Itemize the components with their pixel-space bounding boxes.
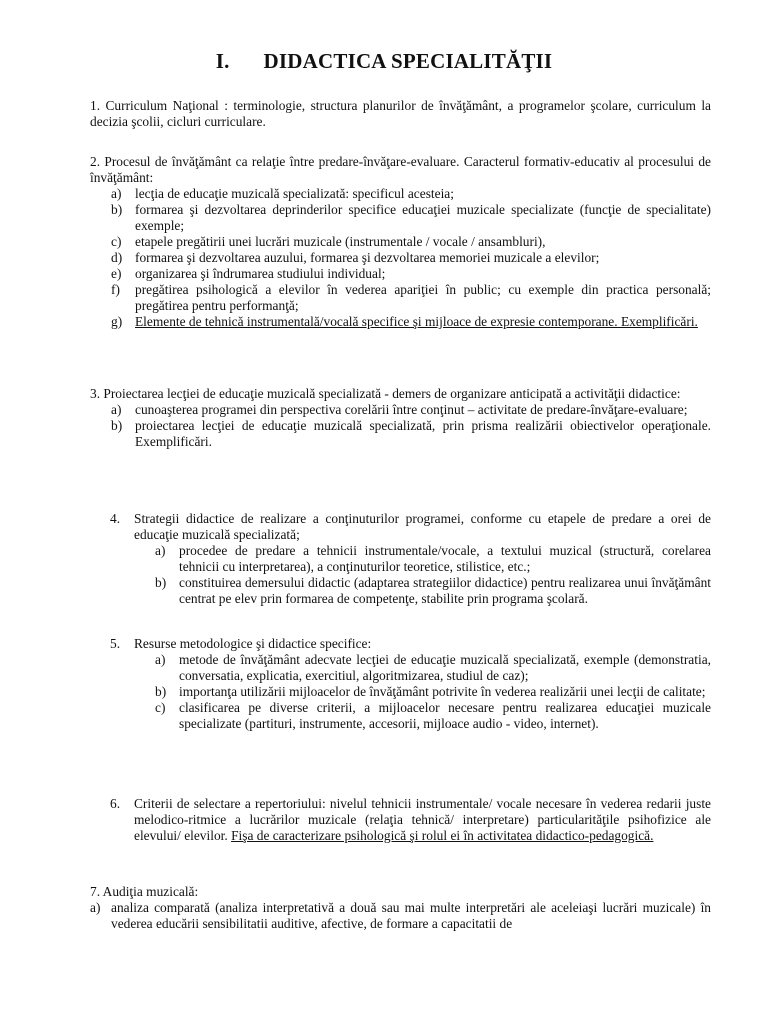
section-7 [90,884,711,932]
item-text: pregătirea psihologică a elevilor în vederea apariţiei în public; cu exemple din practica personală; pregătirea pentru performanţă; [135,282,711,313]
item-text: etapele pregătirii unei lucrări muzicale (instrumentale / vocale / ansambluri), [135,234,546,249]
item-label: d) [111,250,123,265]
title-text: DIDACTICA SPECIALITĂŢII [263,49,553,73]
item-label: g) [111,314,123,329]
item-label: b) [155,575,167,590]
section-6-underlined: Fişa de caracterizare psihologică şi rolul ei în activitatea didactico-pedagogică. [231,828,654,843]
item-text: metode de învăţământ adecvate lecţiei de educaţie muzicală specializată, exemple (demonstratia, conversatia, explicatia, exercitiul, algoritmizarea, studiul de caz); [179,652,711,683]
section-2-item-c [90,234,711,250]
section-3-intro: 3. Proiectarea lecţiei de educaţie muzicală specializată - demers de organizare anticipată a activităţii didactice: [90,386,681,401]
item-label: a) [155,652,166,667]
section-2-item-f [90,282,711,314]
item-text-underlined: Elemente de tehnică instrumentală/vocală specifice şi mijloace de expresie contemporane. Exemplificări. [135,314,698,329]
item-label: c) [111,234,122,249]
section-number: 4. [110,511,121,526]
section-2-intro: 2. Procesul de învăţământ ca relaţie între predare-învăţare-evaluare. Caracterul formativ-educativ al procesului de învăţământ: [90,154,711,185]
section-number: 6. [110,796,121,811]
section-4-intro-row [110,511,711,543]
item-label: f) [111,282,120,297]
section-5-intro: Resurse metodologice şi didactice specifice: [134,636,372,651]
page-title [0,48,768,74]
section-6-text: Criterii de selectare a repertoriului: nivelul tehnicii instrumentale/ vocale necesare în vederea redarii juste melodico-ritmice a lucrărilor muzicale (relaţia tehnică/ interpretare) particularităţile psihofizice ale elevului/ elevilor. [134,796,711,843]
item-text: analiza comparată (analiza interpretativă a două sau mai multe interpretări ale aceleiaşi lucrări muzicale) în vederea educării sensibilitatii auditive, afective, de formare a capacitatii de [111,900,711,931]
section-2-item-a [90,186,711,202]
item-text: constituirea demersului didactic (adaptarea strategiilor didactice) pentru realizarea unui învăţământ centrat pe elev prin formarea de competenţe, stabilite prin programa şcolară. [179,575,711,606]
section-4 [110,511,711,607]
item-text: clasificarea pe diverse criterii, a mijloacelor necesare pentru realizarea educaţiei muzicale specializate (partituri, instrumente, accesorii, mijloace audio - video, internet). [179,700,711,731]
section-2-item-d [90,250,711,266]
section-2-item-e [90,266,711,282]
section-2 [90,154,711,330]
section-5-item-c [110,700,711,732]
section-5-item-a [110,652,711,684]
item-text: procedee de predare a tehnicii instrumentale/vocale, a textului muzical (structură, corelarea tehnicii cu interpretarea), a conţinuturilor teoretice, stilistice, etc.; [179,543,711,574]
item-text: cunoaşterea programei din perspectiva corelării între conţinut – activitate de predare-învăţare-evaluare; [135,402,688,417]
section-6-row [110,796,711,844]
section-1 [90,98,711,130]
section-5-item-b [110,684,711,700]
section-3 [90,386,711,450]
item-label: b) [111,418,123,433]
section-4-item-a [110,543,711,575]
item-label: a) [111,402,122,417]
section-6 [110,796,711,844]
item-text: organizarea şi îndrumarea studiului individual; [135,266,386,281]
item-label: b) [155,684,167,699]
item-label: a) [90,900,101,915]
item-text: importanţa utilizării mijloacelor de învăţământ potrivite în vederea realizării unei lecţii de calitate; [179,684,706,699]
item-label: b) [111,202,123,217]
section-7-item-a [90,900,711,932]
item-label: e) [111,266,122,281]
section-2-item-b [90,202,711,234]
section-3-item-a [90,402,711,418]
section-number: 5. [110,636,121,651]
title-number: I. [215,49,230,73]
section-3-item-b [90,418,711,450]
item-label: a) [155,543,166,558]
section-5-intro-row [110,636,711,652]
item-text: formarea şi dezvoltarea deprinderilor specifice educaţiei muzicale specializate (funcţie de specialitate) exemple; [135,202,711,233]
section-2-item-g [90,314,711,330]
section-4-intro: Strategii didactice de realizare a conţinuturilor programei, conforme cu etapele de predare a orei de educaţie muzicală specializată; [134,511,711,542]
section-7-intro: 7. Audiţia muzicală: [90,884,199,899]
item-text: formarea şi dezvoltarea auzului, formarea şi dezvoltarea memoriei muzicale a elevilor; [135,250,600,265]
section-5 [110,636,711,732]
item-label: a) [111,186,122,201]
section-1-text: 1. Curriculum Naţional : terminologie, structura planurilor de învăţământ, a programelor şcolare, curriculum la decizia şcolii, cicluri curriculare. [90,98,711,129]
section-4-item-b [110,575,711,607]
item-text: lecţia de educaţie muzicală specializată: specificul acesteia; [135,186,454,201]
item-text: proiectarea lecţiei de educaţie muzicală specializată, prin prisma realizării obiectivelor operaţionale. Exemplificări. [135,418,711,449]
item-label: c) [155,700,166,715]
